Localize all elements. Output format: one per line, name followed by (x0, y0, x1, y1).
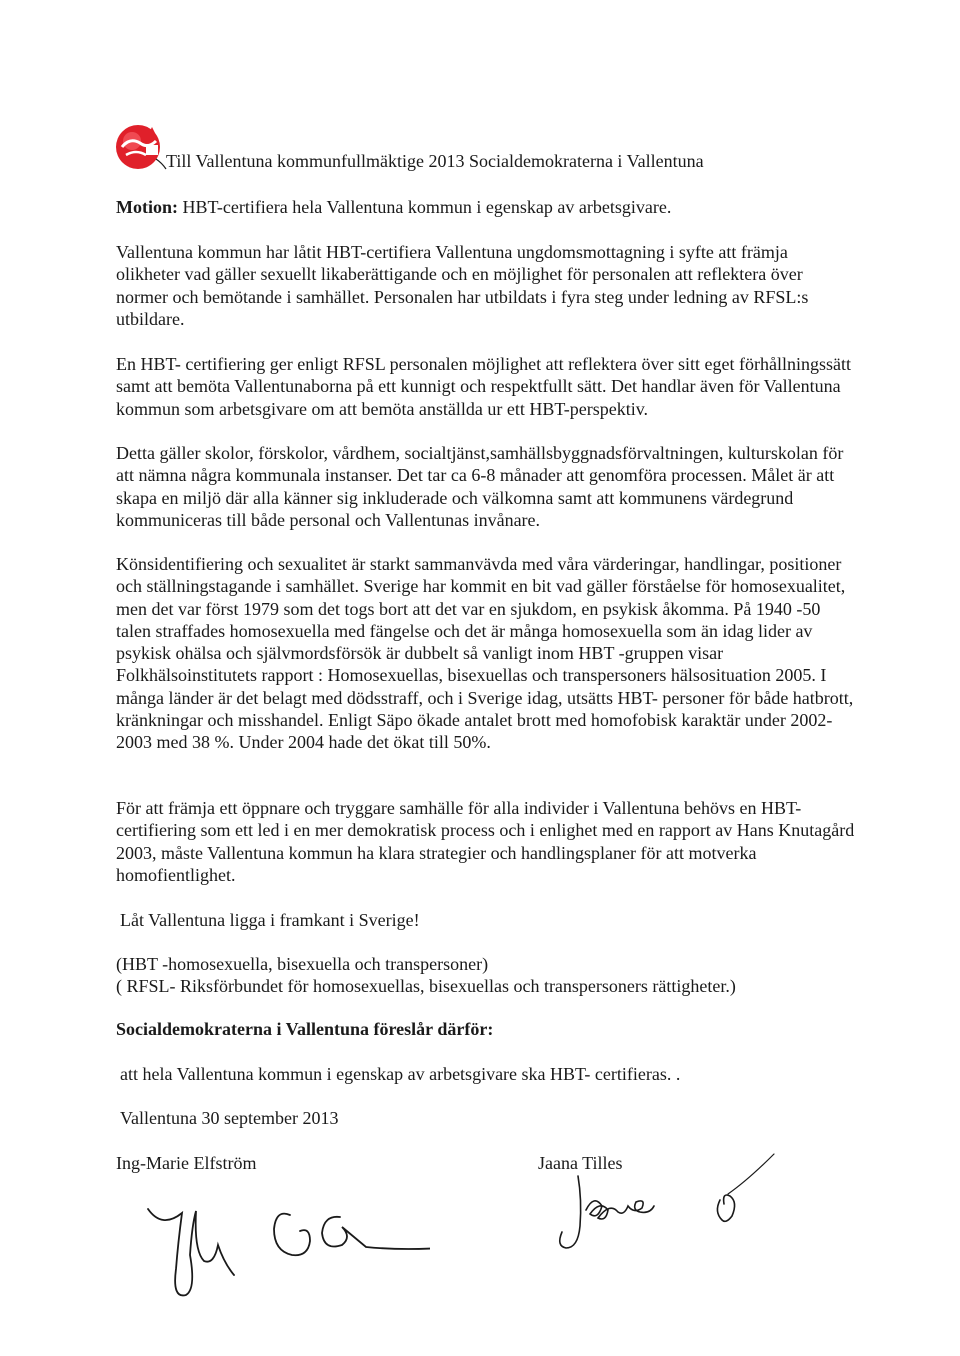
paragraph-5: För att främja ett öppnare och tryggare samhälle för alla individer i Vallentuna behövs en HBT- certifiering som ett led i en mer demokratisk process och i enlighet med en rapport av Hans Knutagård 2003, måste Vallentuna kommun ha klara strategier och handlingsplaner för att motverka homofientlighet. (116, 798, 855, 885)
paragraph-1: Vallentuna kommun har låtit HBT-certifiera Vallentuna ungdomsmottagning i syfte att främja olikheter vad gäller sexuellt likaberättigande och en möjlighet för personalen att reflektera över normer och bemötande i samhället. Personalen har utbildats i fyra steg under ledning av RFSL:s utbildare. (116, 242, 809, 329)
motion-title-text: HBT-certifiera hela Vallentuna kommun i egenskap av arbetsgivare. (178, 197, 672, 217)
proposal-heading: Socialdemokraterna i Vallentuna föreslår därför: (116, 1019, 494, 1039)
motion-title (116, 197, 671, 218)
paragraph-6: Låt Vallentuna ligga i framkant i Sverige! (120, 910, 420, 930)
signature-1 (140, 1195, 430, 1305)
signer-name-2: Jaana Tilles (538, 1153, 623, 1173)
abbreviation-rfsl: ( RFSL- Riksförbundet för homosexuellas, bisexuellas och transpersoners rättigheter.) (116, 976, 736, 997)
paragraph-3: Detta gäller skolor, förskolor, vårdhem, socialtjänst,samhällsbyggnadsförvaltningen, kulturskolan för att nämna några kommunala instanser. Det tar ca 6-8 månader att genomföra processen. Målet är att skapa en miljö där alla känner sig inkluderade och välkomna samt att kommunens värdegrund kommuniceras till både personal och Vallentunas invånare. (116, 443, 844, 530)
paragraph-4: Könsidentifiering och sexualitet är starkt sammanvävda med våra värderingar, handlingar, positioner och ställningstagande i samhället. Sverige har kommit en bit vad gäller förståelse för homosexualitet, men det var först 1979 som det togs bort att det var en sjukdom, en psykisk åkomma. På 1940 -50 talen straffades homosexuella med fängelse och det är många homosexuella som än idag lider av psykisk ohälsa och självmordsförsök är dubbelt så vanligt inom HBT -gruppen visar Folkhälsoinstitutets rapport : Homosexuellas, bisexuellas och transpersoners hälsosituation 2005. I många länder är det belagt med dödsstraff, och i Sverige idag, utsätts HBT- personer för både hatbrott, kränkningar och misshandel. Enligt Säpo ökade antalet brott med homofobisk karaktär under 2002-2003 med 38 %. Under 2004 hade det ökat till 50%. (116, 554, 854, 753)
signature-2 (548, 1150, 788, 1260)
signer-name-1: Ing-Marie Elfström (116, 1153, 257, 1173)
recipient-line: Till Vallentuna kommunfullmäktige 2013 Socialdemokraterna i Vallentuna (166, 151, 704, 171)
proposal-text: att hela Vallentuna kommun i egenskap av arbetsgivare ska HBT- certifieras. . (120, 1064, 681, 1084)
paragraph-2: En HBT- certifiering ger enligt RFSL personalen möjlighet att reflektera över sitt eget förhållningssätt samt att bemöta Vallentunaborna på ett kunnigt och respektfullt sätt. Det handlar även för Vallentuna kommun som arbetsgivare om att bemöta anställda ur ett HBT-perspektiv. (116, 354, 851, 419)
rose-logo-icon (112, 121, 170, 173)
abbreviation-hbt: (HBT -homosexuella, bisexuella och transpersoner) (116, 954, 489, 974)
abbreviations (116, 953, 856, 998)
motion-label: Motion: (116, 197, 178, 217)
dateline: Vallentuna 30 september 2013 (120, 1108, 339, 1128)
